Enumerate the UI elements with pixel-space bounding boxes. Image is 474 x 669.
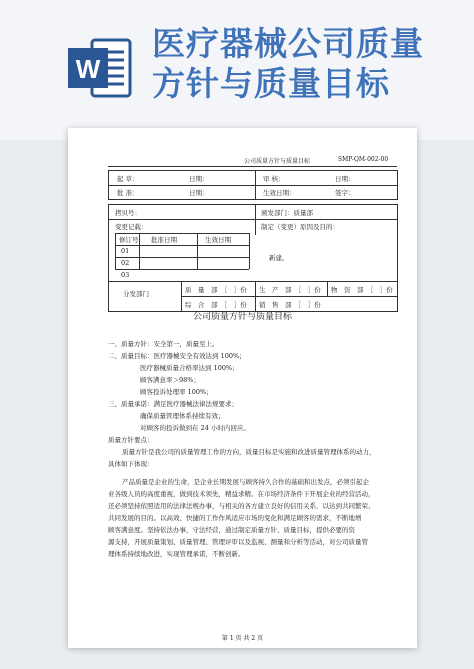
header-code: SMP-QM-002-00 bbox=[338, 156, 389, 163]
rev-01: 01 bbox=[121, 247, 130, 255]
signature-table bbox=[108, 170, 398, 200]
material-dept-copies: 物 资 部 ［ ］份 bbox=[331, 286, 393, 294]
body-line: 源支持，开展质量策划、质量管理、管理评审以及监视、测量和分析等活动，对公司质量管 bbox=[108, 538, 368, 546]
prod-dept-copies: 生 产 部 ［ ］份 bbox=[259, 286, 321, 294]
quality-dept-copies: 质 量 部 ［ ］份 bbox=[185, 286, 247, 294]
rev-02: 02 bbox=[121, 259, 130, 267]
body-line: 质量方针是我公司的质量管理工作的方向，质量目标是实施和改进质量管理体系的动力， bbox=[122, 448, 376, 456]
body-line: 二、质量目标：医疗器械安全有效达到 100%； bbox=[108, 352, 246, 360]
body-line: 产品质量是企业的生命，是企业长期发展与顾客持久合作的基础和出发点，必须引起企 bbox=[122, 478, 369, 486]
review-date: 日期： bbox=[335, 175, 355, 183]
body-line: 顾客投诉处理率 100%； bbox=[140, 388, 213, 396]
body-line: 三、质量承诺：满足医疗器械法律法规要求； bbox=[108, 400, 238, 408]
body-line: 质量方针要点： bbox=[108, 436, 154, 444]
approve-label: 批 准： bbox=[117, 189, 139, 197]
approve-date-header: 批准日期 bbox=[151, 236, 177, 244]
new-note: 新建。 bbox=[269, 254, 289, 262]
body-line: 一、质量方针：安全第一，质量至上。 bbox=[108, 340, 219, 348]
admin-dept-copies: 综 合 部 ［ ］份 bbox=[185, 301, 247, 309]
body-line: 对顾客的投诉做到在 24 小时内回应。 bbox=[140, 424, 250, 432]
body-line: 顾客满意率＞98%； bbox=[140, 376, 200, 384]
header-rule bbox=[108, 166, 397, 167]
rev-03: 03 bbox=[121, 271, 130, 279]
review-label: 审 核： bbox=[263, 175, 285, 183]
svg-text:W: W bbox=[75, 54, 101, 84]
sales-dept-copies: 销 售 部 ［ ］份 bbox=[259, 301, 321, 309]
dist-dept-label: 分发部门 bbox=[123, 290, 149, 298]
draft-label: 起 草： bbox=[117, 175, 139, 183]
body-line: 还必须坚持依照适用的法律法规办事，与相关的各方建立良好的信用关系，以达到共同繁荣、 bbox=[108, 502, 375, 510]
document-body bbox=[108, 338, 403, 560]
banner-title-line2: 方针与质量目标 bbox=[152, 64, 390, 103]
dept-label: 颁发部门：质量部 bbox=[261, 209, 313, 217]
word-icon bbox=[66, 34, 134, 102]
approve-date: 日期： bbox=[189, 189, 209, 197]
body-line: 确保质量管理体系持续有效； bbox=[140, 412, 225, 420]
body-line: 共同发展的目的。以高效、快捷的工作作风适应市场的变化和满足顾客的需求，不断地增 bbox=[108, 514, 362, 522]
body-line: 具体如下体现： bbox=[108, 460, 154, 468]
header-title: 公司质量方针与质量目标 bbox=[244, 158, 311, 165]
sign-label: 签字： bbox=[335, 189, 355, 197]
effective-label: 生效日期： bbox=[263, 189, 296, 197]
change-log-label: 变更记载： bbox=[115, 223, 148, 231]
document-page bbox=[68, 128, 417, 648]
body-line: 业各级人员的高度重视，做到技术领先，精益求精。在市场经济条件下开展企业的经营活动， bbox=[108, 490, 375, 498]
banner-title-line1: 医疗器械公司质量 bbox=[152, 24, 424, 63]
document-title: 公司质量方针与质量目标 bbox=[192, 312, 292, 322]
reason-label: 制定（变更）原因及目的： bbox=[261, 223, 339, 231]
page-footer: 第 1 页 共 2 页 bbox=[221, 635, 264, 642]
copy-no-label: 拷贝号： bbox=[115, 209, 141, 217]
rev-no-header: 修订号 bbox=[119, 236, 139, 244]
revision-table bbox=[108, 204, 398, 312]
draft-date: 日期： bbox=[189, 175, 209, 183]
banner-title bbox=[152, 24, 452, 104]
body-line: 顾客满意度。坚持依法办事，守法经营，通过制定质量方针、质量目标，提供必要的资 bbox=[108, 526, 355, 534]
body-line: 理体系持续地改进，实现管理承诺，不断创新。 bbox=[108, 550, 245, 558]
effective-date-header: 生效日期 bbox=[205, 236, 231, 244]
body-line: 医疗器械质量合格率达到 100%； bbox=[140, 364, 239, 372]
